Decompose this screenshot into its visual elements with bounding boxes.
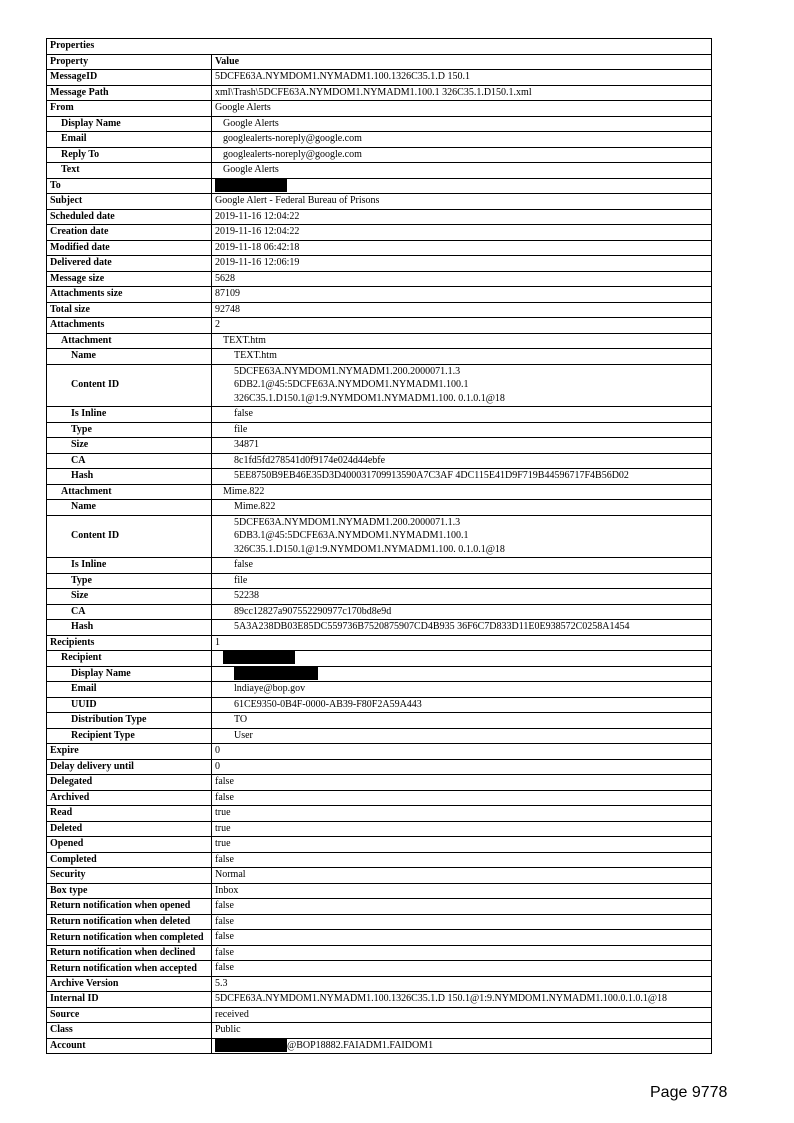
property-value [212, 515, 712, 558]
value-text: 5A3A238DB03E85DC559736B7520875907CD4B935 36F6C7D833D11E0E938572C0258A1454 [234, 621, 630, 632]
value-text: Google Alerts [223, 164, 279, 175]
value-text: Inbox [215, 884, 239, 896]
property-name: Hash [47, 469, 212, 485]
property-name: Email [47, 682, 212, 698]
table-row [47, 85, 712, 101]
column-header-property: Property [47, 54, 212, 70]
table-row [47, 883, 712, 899]
table-row [47, 666, 712, 682]
value-text: Public [215, 1024, 241, 1035]
property-value [212, 407, 712, 423]
value-text: 34871 [234, 439, 259, 450]
value-text: received [215, 1008, 249, 1020]
property-value [212, 1023, 712, 1039]
value-text: User [234, 729, 253, 741]
value-text: 5628 [215, 272, 235, 284]
property-value [212, 101, 712, 117]
property-value [212, 697, 712, 713]
value-text: false [215, 931, 234, 942]
property-value [212, 759, 712, 775]
property-name: Read [47, 806, 212, 822]
property-name: Class [47, 1023, 212, 1039]
property-name: Email [47, 132, 212, 148]
value-text: googlealerts-noreply@google.com [223, 148, 362, 160]
value-text: 5DCFE63A.NYMDOM1.NYMADM1.200.2000071.1.3 6DB2.1@45:5DCFE63A.NYMDOM1.NYMADM1.100.1 326C35.1.D150.1@1:9.NYMDOM1.NYMADM1.100. 0.1.0.1@18 [234, 365, 505, 404]
table-row [47, 178, 712, 194]
property-value [212, 1038, 712, 1054]
property-name: MessageID [47, 70, 212, 86]
property-value [212, 302, 712, 318]
property-value [212, 85, 712, 101]
property-value [212, 635, 712, 651]
property-name: Message size [47, 271, 212, 287]
property-value [212, 70, 712, 86]
value-text: xml\Trash\5DCFE63A.NYMDOM1.NYMADM1.100.1 326C35.1.D150.1.xml [215, 86, 532, 98]
table-row [47, 945, 712, 961]
property-value [212, 225, 712, 241]
property-name: UUID [47, 697, 212, 713]
property-name: Text [47, 163, 212, 179]
property-value [212, 178, 712, 194]
value-text: Google Alerts [215, 102, 271, 113]
property-name: Scheduled date [47, 209, 212, 225]
property-value [212, 899, 712, 915]
value-text: Mime.822 [223, 485, 265, 497]
value-text: 2019-11-16 12:04:22 [215, 226, 300, 237]
value-text: true [215, 822, 231, 834]
page-number: Page 9778 [650, 1084, 728, 1101]
value-text: 92748 [215, 303, 240, 315]
table-row [47, 1007, 712, 1023]
table-row [47, 992, 712, 1008]
value-text: TO [234, 714, 248, 725]
table-row [47, 194, 712, 210]
property-value [212, 256, 712, 272]
property-name: Return notification when declined [47, 945, 212, 961]
property-value [212, 790, 712, 806]
property-name: Attachment [47, 484, 212, 500]
property-name: Type [47, 422, 212, 438]
table-row [47, 469, 712, 485]
table-row [47, 271, 712, 287]
value-text: googlealerts-noreply@google.com [223, 133, 362, 144]
value-text: 5EE8750B9EB46E35D3D400031709913590A7C3AF 4DC115E41D9F719B44596717F4B56D02 [234, 470, 629, 481]
property-value [212, 484, 712, 500]
property-name: Return notification when accepted [47, 961, 212, 977]
property-name: Display Name [47, 116, 212, 132]
table-row [47, 806, 712, 822]
table-row [47, 759, 712, 775]
table-row [47, 70, 712, 86]
table-row [47, 500, 712, 516]
value-text: Mime.822 [234, 501, 276, 512]
property-name: Reply To [47, 147, 212, 163]
table-row [47, 790, 712, 806]
property-name: Attachment [47, 333, 212, 349]
property-value [212, 453, 712, 469]
property-value [212, 1007, 712, 1023]
value-text: false [215, 776, 234, 787]
property-name: Distribution Type [47, 713, 212, 729]
value-text: 61CE9350-0B4F-0000-AB39-F80F2A59A443 [234, 698, 422, 710]
value-text: true [215, 838, 231, 849]
property-name: Modified date [47, 240, 212, 256]
value-text: 5DCFE63A.NYMDOM1.NYMADM1.100.1326C35.1.D 150.1 [215, 71, 471, 82]
property-name: Name [47, 500, 212, 516]
property-name: Expire [47, 744, 212, 760]
property-value [212, 116, 712, 132]
table-row [47, 914, 712, 930]
table-row [47, 899, 712, 915]
property-name: CA [47, 604, 212, 620]
property-value [212, 469, 712, 485]
value-text: 8c1fd5fd278541d0f9174e024d44ebfe [234, 454, 386, 466]
column-header-value: Value [212, 54, 712, 70]
table-row [47, 682, 712, 698]
property-value [212, 682, 712, 698]
property-value [212, 349, 712, 365]
property-name: Is Inline [47, 558, 212, 574]
property-value [212, 240, 712, 256]
properties-body [47, 39, 712, 1054]
property-value [212, 589, 712, 605]
table-row [47, 364, 712, 407]
table-row [47, 651, 712, 667]
property-value [212, 147, 712, 163]
property-value [212, 163, 712, 179]
property-name: Recipient Type [47, 728, 212, 744]
table-row [47, 1023, 712, 1039]
table-row [47, 116, 712, 132]
property-value [212, 438, 712, 454]
table-row [47, 407, 712, 423]
property-name: Deleted [47, 821, 212, 837]
table-row [47, 930, 712, 946]
property-name: Return notification when deleted [47, 914, 212, 930]
value-text: false [234, 559, 253, 570]
redaction-bar [223, 651, 295, 664]
value-text: TEXT.htm [234, 350, 277, 361]
value-text: file [234, 423, 248, 435]
table-row [47, 589, 712, 605]
property-name: Archived [47, 790, 212, 806]
property-value [212, 500, 712, 516]
property-value [212, 821, 712, 837]
table-row [47, 775, 712, 791]
property-name: To [47, 178, 212, 194]
property-name: Size [47, 438, 212, 454]
table-row [47, 868, 712, 884]
table-row [47, 163, 712, 179]
value-text: 5DCFE63A.NYMDOM1.NYMADM1.100.1326C35.1.D 150.1@1:9.NYMDOM1.NYMADM1.100.0.1.0.1@18 [215, 993, 668, 1004]
property-value [212, 713, 712, 729]
property-value [212, 837, 712, 853]
property-name: Message Path [47, 85, 212, 101]
property-value [212, 558, 712, 574]
property-name: Internal ID [47, 992, 212, 1008]
property-value [212, 333, 712, 349]
value-text: true [215, 807, 231, 818]
value-text: 2019-11-18 06:42:18 [215, 241, 300, 253]
property-value [212, 651, 712, 667]
value-text: lndiaye@bop.gov [234, 683, 306, 694]
table-row [47, 287, 712, 303]
property-name: Recipients [47, 635, 212, 651]
property-value [212, 945, 712, 961]
value-text: 2019-11-16 12:06:19 [215, 257, 300, 268]
redaction-bar [234, 667, 318, 680]
table-row [47, 744, 712, 760]
table-header-row [47, 54, 712, 70]
table-row [47, 225, 712, 241]
value-text: 2019-11-16 12:04:22 [215, 210, 300, 222]
value-text: false [215, 853, 234, 865]
property-value [212, 604, 712, 620]
table-row [47, 333, 712, 349]
property-name: Size [47, 589, 212, 605]
table-row [47, 147, 712, 163]
property-name: From [47, 101, 212, 117]
table-row [47, 453, 712, 469]
property-name: Attachments [47, 318, 212, 334]
property-name: Return notification when completed [47, 930, 212, 946]
property-value [212, 364, 712, 407]
value-text: file [234, 574, 248, 586]
property-name: Box type [47, 883, 212, 899]
property-name: Name [47, 349, 212, 365]
property-name: Account [47, 1038, 212, 1054]
value-text: Normal [215, 869, 246, 880]
table-row [47, 713, 712, 729]
value-text: Google Alert - Federal Bureau of Prisons [215, 195, 380, 206]
table-row [47, 101, 712, 117]
value-text: 5.3 [215, 977, 228, 989]
property-value [212, 422, 712, 438]
property-value [212, 775, 712, 791]
value-text: false [215, 962, 234, 973]
property-name: Subject [47, 194, 212, 210]
property-name: Type [47, 573, 212, 589]
table-row [47, 209, 712, 225]
value-text: 2 [215, 319, 220, 330]
property-value [212, 194, 712, 210]
table-row [47, 484, 712, 500]
value-text: 0 [215, 760, 220, 772]
value-text: 1 [215, 636, 220, 648]
property-name: Content ID [47, 364, 212, 407]
property-name: CA [47, 453, 212, 469]
table-row [47, 1038, 712, 1054]
property-value [212, 852, 712, 868]
table-row [47, 349, 712, 365]
property-value [212, 209, 712, 225]
value-text: 89cc12827a907552290977c170bd8e9d [234, 605, 392, 617]
property-name: Recipient [47, 651, 212, 667]
table-row [47, 620, 712, 636]
table-row [47, 422, 712, 438]
table-row [47, 438, 712, 454]
table-row [47, 728, 712, 744]
property-name: Is Inline [47, 407, 212, 423]
property-value [212, 744, 712, 760]
table-row [47, 976, 712, 992]
table-row [47, 302, 712, 318]
redaction-bar [215, 1039, 287, 1052]
property-name: Creation date [47, 225, 212, 241]
table-row [47, 821, 712, 837]
property-name: Return notification when opened [47, 899, 212, 915]
value-text: @BOP18882.FAIADM1.FAIDOM1 [287, 1039, 434, 1051]
property-value [212, 728, 712, 744]
properties-table [46, 38, 712, 1054]
value-text: 5DCFE63A.NYMDOM1.NYMADM1.200.2000071.1.3 6DB3.1@45:5DCFE63A.NYMDOM1.NYMADM1.100.1 326C35.1.D150.1@1:9.NYMDOM1.NYMADM1.100. 0.1.0.1@18 [234, 516, 505, 555]
property-value [212, 271, 712, 287]
table-row [47, 256, 712, 272]
property-value [212, 976, 712, 992]
table-row [47, 852, 712, 868]
value-text: TEXT.htm [223, 334, 266, 346]
table-row [47, 573, 712, 589]
property-value [212, 868, 712, 884]
property-name: Hash [47, 620, 212, 636]
property-name: Source [47, 1007, 212, 1023]
property-value [212, 318, 712, 334]
table-row [47, 515, 712, 558]
property-name: Completed [47, 852, 212, 868]
property-name: Archive Version [47, 976, 212, 992]
property-value [212, 806, 712, 822]
property-value [212, 573, 712, 589]
property-value [212, 914, 712, 930]
property-name: Content ID [47, 515, 212, 558]
property-name: Delay delivery until [47, 759, 212, 775]
value-text: false [215, 946, 234, 958]
table-row [47, 318, 712, 334]
table-row [47, 837, 712, 853]
table-row [47, 697, 712, 713]
value-text: 52238 [234, 590, 259, 601]
property-value [212, 287, 712, 303]
redaction-bar [215, 179, 287, 192]
property-name: Delivered date [47, 256, 212, 272]
value-text: Google Alerts [223, 117, 279, 129]
property-name: Display Name [47, 666, 212, 682]
table-row [47, 240, 712, 256]
table-row [47, 132, 712, 148]
table-row [47, 635, 712, 651]
property-name: Attachments size [47, 287, 212, 303]
property-name: Security [47, 868, 212, 884]
table-title: Properties [47, 39, 712, 55]
property-name: Opened [47, 837, 212, 853]
value-text: false [215, 791, 234, 803]
property-value [212, 992, 712, 1008]
value-text: false [215, 915, 234, 927]
table-row [47, 558, 712, 574]
property-value [212, 961, 712, 977]
property-value [212, 666, 712, 682]
property-name: Total size [47, 302, 212, 318]
table-row [47, 961, 712, 977]
property-value [212, 132, 712, 148]
table-title-row [47, 39, 712, 55]
property-value [212, 620, 712, 636]
property-value [212, 883, 712, 899]
value-text: 87109 [215, 288, 240, 299]
table-row [47, 604, 712, 620]
property-name: Delegated [47, 775, 212, 791]
value-text: false [215, 900, 234, 911]
value-text: 0 [215, 745, 220, 756]
value-text: false [234, 408, 253, 419]
property-value [212, 930, 712, 946]
